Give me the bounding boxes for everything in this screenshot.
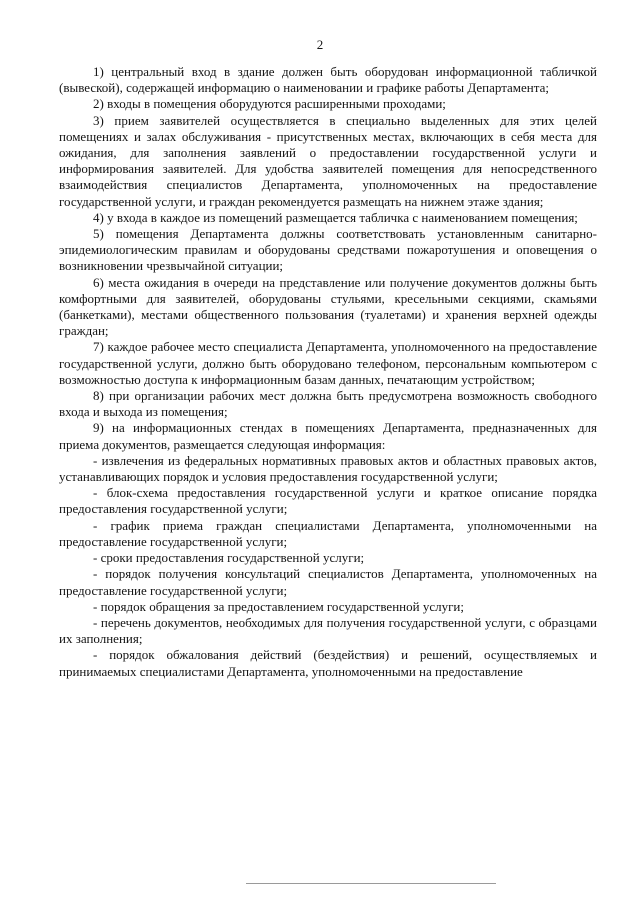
list-item-consultations: - порядок получения консультаций специалистов Департамента, уполномоченных на предоставление государственной услуги; [59, 566, 597, 598]
paragraph-2: 2) входы в помещения оборудуются расширенными проходами; [93, 96, 446, 112]
paragraph-1: 1) центральный вход в здание должен быть оборудован информационной табличкой (вывеской), содержащей информацию о наименовании и графике работы Департамента; [59, 64, 597, 96]
list-item-schedule: - график приема граждан специалистами Департамента, уполномоченными на предоставление государственной услуги; [59, 517, 597, 549]
paragraph-8: 8) при организации рабочих мест должна быть предусмотрена возможность свободного входа и выхода из помещения; [59, 388, 597, 420]
list-item-terms: - сроки предоставления государственной услуги; [93, 550, 365, 566]
bottom-divider [246, 883, 496, 884]
paragraph-6: 6) места ожидания в очереди на представление или получение документов должны быть комфортными для заявителей, оборудованы стульями, кресельными секциями, скамьями (банкетками), местами общественного пользования (туалетами) и хранения верхней одежды граждан; [59, 274, 597, 339]
list-item-extracts: - извлечения из федеральных нормативных правовых актов и областных правовых актов, устанавливающих порядок и условия предоставления государственной услуги; [59, 452, 597, 485]
paragraph-7: 7) каждое рабочее место специалиста Департамента, уполномоченного на предоставление государственной услуги, должно быть оборудовано телефоном, персональным компьютером с возможностью доступа к информационным базам данных, печатающим устройством; [59, 339, 597, 387]
paragraph-5: 5) помещения Департамента должны соответствовать установленным санитарно-эпидемиологическим правилам и оборудованы средствами пожаротушения и оповещения о возникновении чрезвычайной ситуации; [59, 226, 597, 274]
list-item-application-procedure: - порядок обращения за предоставлением государственной услуги; [93, 598, 464, 614]
paragraph-4: 4) у входа в каждое из помещений размещается табличка с наименованием помещения; [93, 209, 578, 225]
document-body [59, 64, 597, 680]
page-number: 2 [316, 37, 324, 52]
list-item-appeal-procedure: - порядок обжалования действий (бездействия) и решений, осуществляемых и принимаемых специалистами Департамента, уполномоченными на предоставление [59, 647, 597, 679]
paragraph-9: 9) на информационных стендах в помещениях Департамента, предназначенных для приема документов, размещается следующая информация: [59, 420, 597, 452]
list-item-block-scheme: - блок-схема предоставления государственной услуги и краткое описание порядка предоставления государственной услуги; [59, 485, 597, 517]
paragraph-3: 3) прием заявителей осуществляется в специально выделенных для этих целей помещениях и залах обслуживания - присутственных местах, включающих в себя места для ожидания, для заполнения заявлений о предоставлении государственной услуги и информирования заявителей. Для удобства заявителей помещения для непосредственного взаимодействия специалистов Департамента, уполномоченных на предоставление государственной услуги, и граждан рекомендуется размещать на нижнем этаже здания; [59, 112, 597, 209]
list-item-documents-list: - перечень документов, необходимых для получения государственной услуги, с образцами их заполнения; [59, 614, 597, 647]
